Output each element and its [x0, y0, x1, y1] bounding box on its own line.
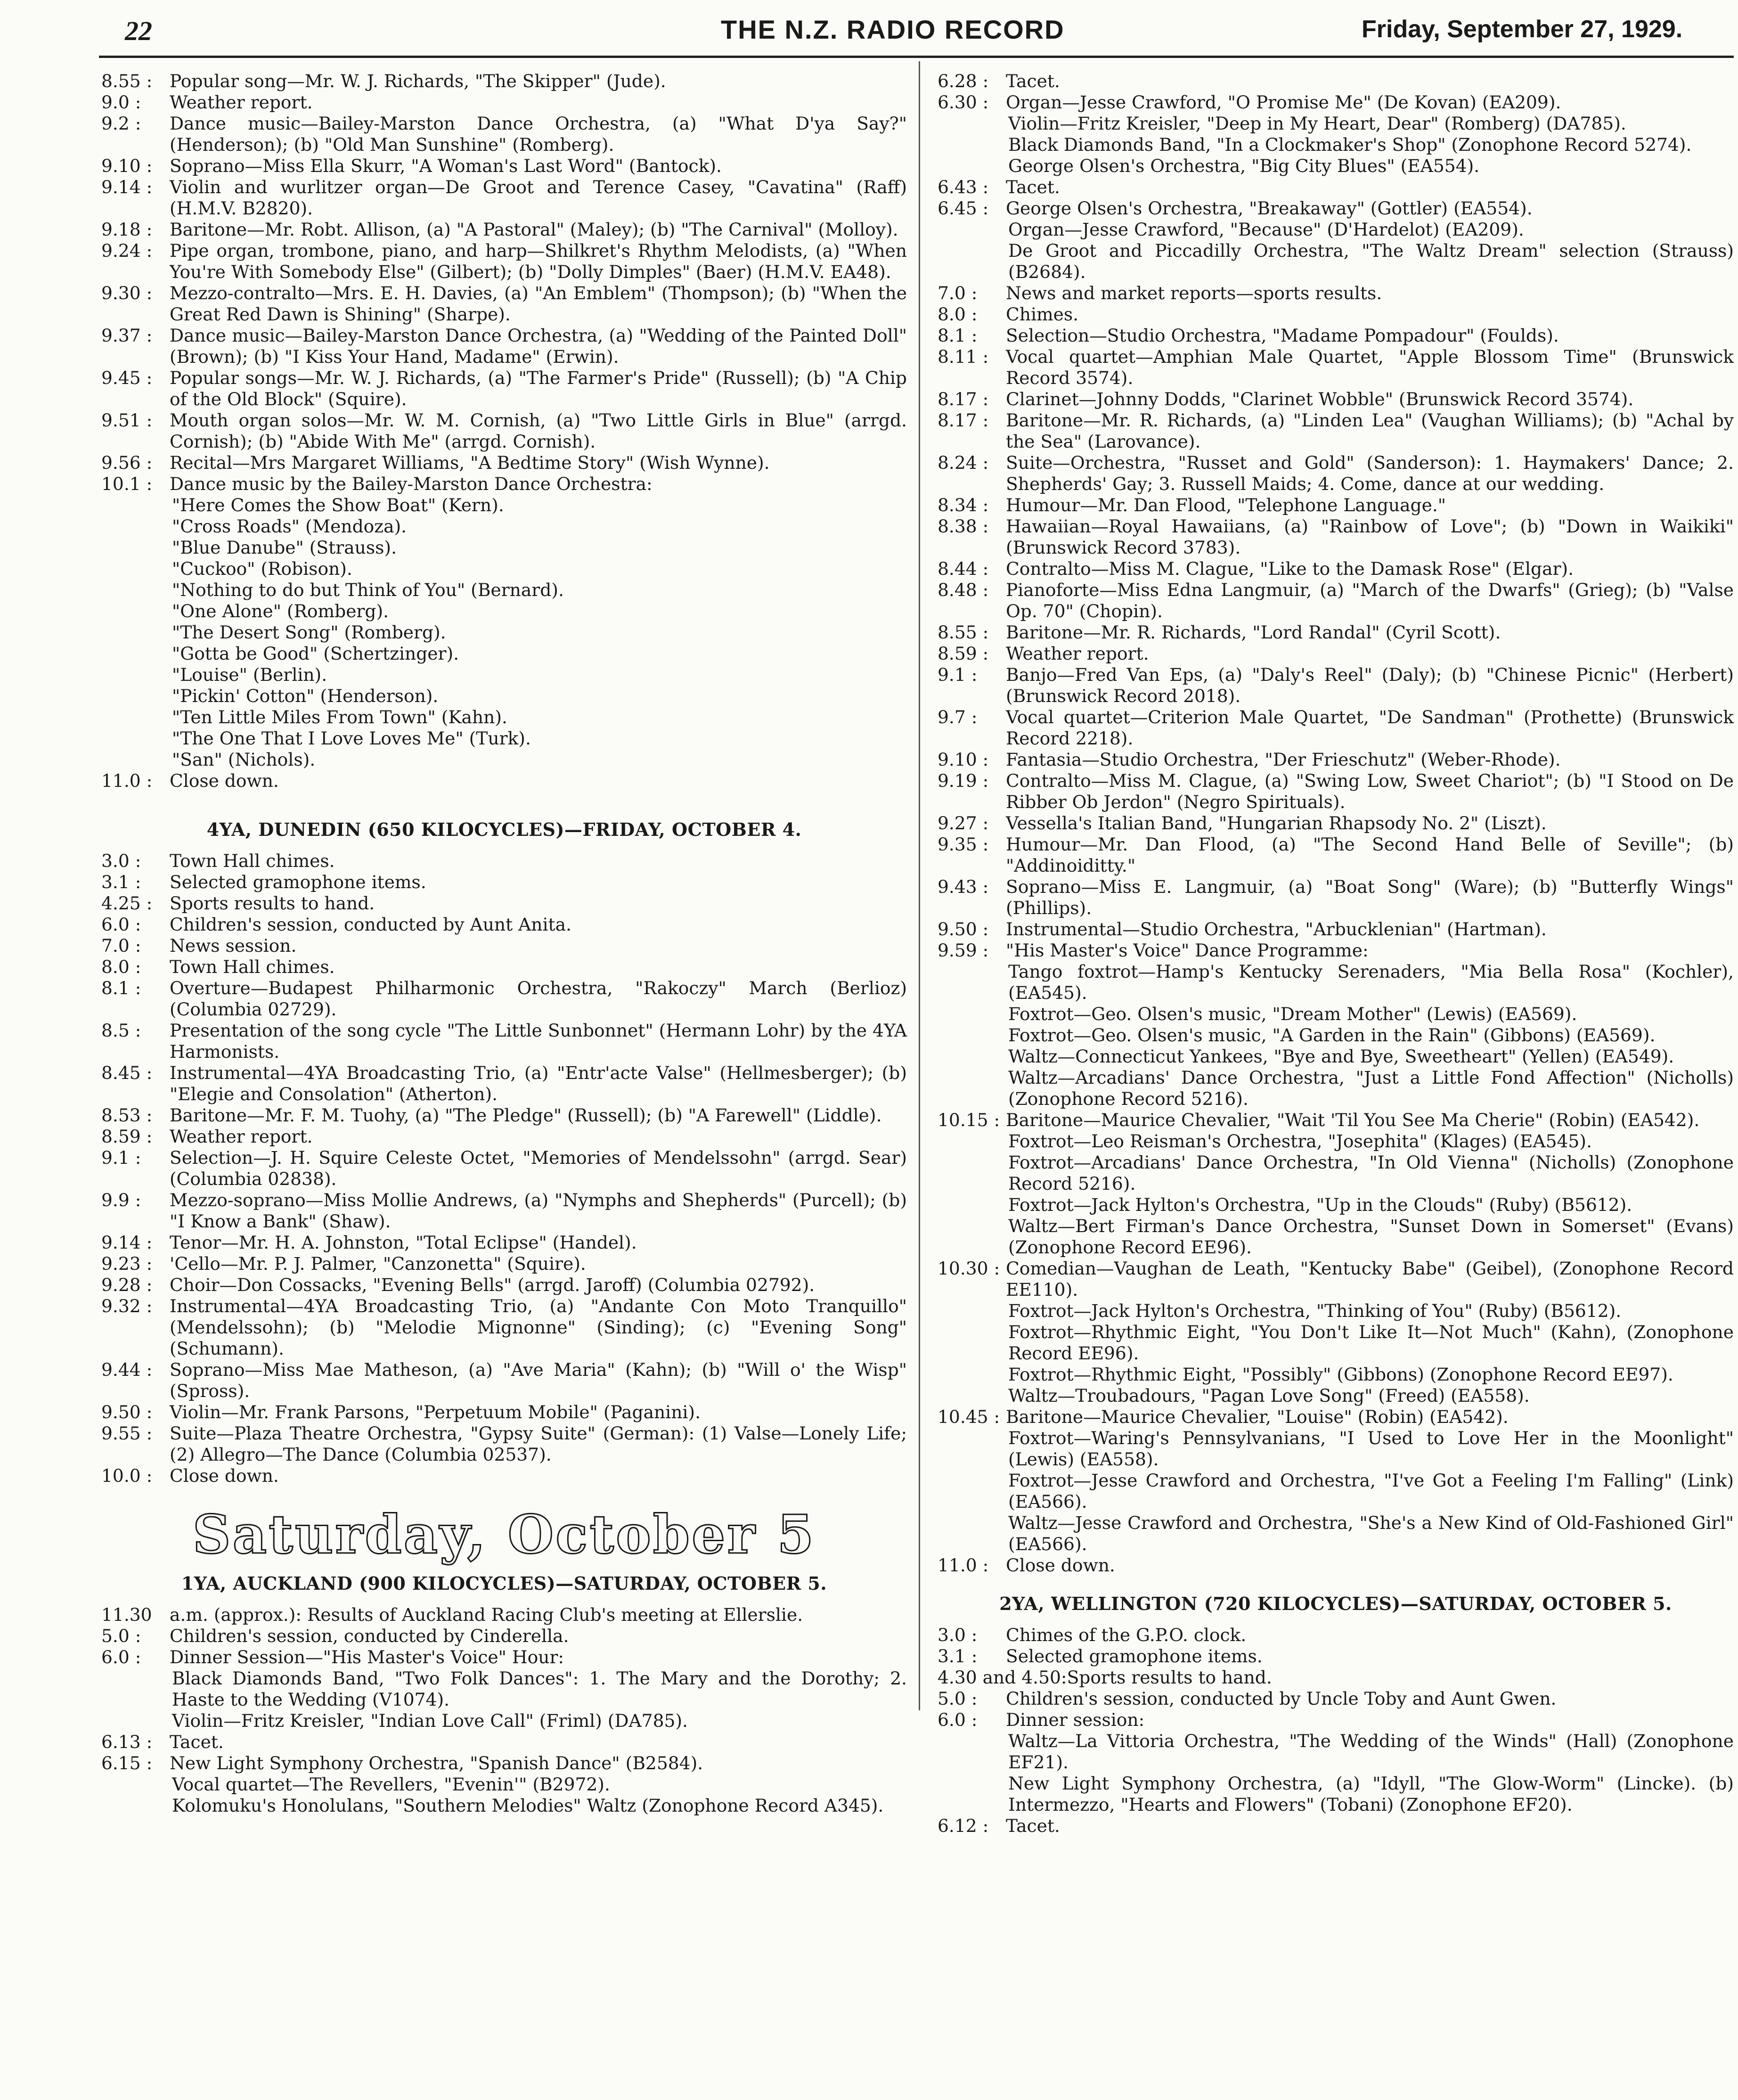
station-heading: 1YA, AUCKLAND (900 KILOCYCLES)—SATURDAY, OCTOBER 5. — [181, 1573, 827, 1594]
program-time: 9.23 : — [101, 1253, 153, 1274]
program-text: Violin—Mr. Frank Parsons, "Perpetuum Mobile" (Paganini). — [170, 1402, 701, 1422]
program-text: Close down. — [170, 1465, 279, 1486]
sublist-item: Waltz—La Vittoria Orchestra, "The Wedding of the Winds" (Hall) (Zonophone EF21). — [1008, 1731, 1734, 1773]
program-entry — [938, 92, 1734, 113]
program-entry — [101, 1359, 907, 1402]
program-text: Dinner Session—"His Master's Voice" Hour: — [170, 1647, 564, 1667]
program-text: Fantasia—Studio Orchestra, "Der Frieschutz" (Weber-Rhode). — [1006, 749, 1561, 770]
program-text: Baritone—Mr. F. M. Tuohy, (a) "The Pledge" (Russell); (b) "A Farewell" (Liddle). — [170, 1105, 882, 1126]
sublist-item: Foxtrot—Geo. Olsen's music, "Dream Mother" (Lewis) (EA569). — [1008, 1004, 1577, 1024]
program-entry — [101, 956, 907, 978]
program-entry — [101, 1626, 907, 1647]
issue-date: Friday, September 27, 1929. — [1362, 16, 1683, 43]
program-text: Instrumental—4YA Broadcasting Trio, (a) "Entr'acte Valse" (Hellmesberger); (b) "Elegie and Consolation" (Atherton). — [170, 1062, 907, 1104]
sublist-item: "Cross Roads" (Mendoza). — [172, 516, 407, 537]
program-time: 6.15 : — [101, 1753, 153, 1773]
program-entry — [938, 1258, 1734, 1300]
program-entry — [101, 893, 907, 914]
program-time: 9.1 : — [938, 664, 978, 685]
program-time: 8.45 : — [101, 1062, 153, 1083]
sublist-item: Foxtrot—Jack Hylton's Orchestra, "Up in the Clouds" (Ruby) (B5612). — [1008, 1194, 1632, 1215]
program-sublist — [101, 1668, 907, 1732]
program-entry — [101, 1465, 907, 1487]
sublist-item: Organ—Jesse Crawford, "Because" (D'Hardelot) (EA209). — [1008, 219, 1524, 240]
program-entry — [938, 749, 1734, 770]
program-entry — [101, 368, 907, 410]
program-text: Popular songs—Mr. W. J. Richards, (a) "The Farmer's Pride" (Russell); (b) "A Chip of the Old Block" (Squire). — [170, 368, 907, 409]
program-entry — [101, 850, 907, 872]
program-entry — [938, 410, 1734, 452]
program-entry — [101, 219, 907, 240]
program-text: Town Hall chimes. — [170, 850, 335, 871]
program-entry — [101, 1402, 907, 1423]
program-text: Baritone—Mr. R. Richards, (a) "Linden Lea" (Vaughan Williams); (b) "Achal by the Sea" (Larovance). — [1006, 410, 1734, 452]
page-header — [0, 0, 1738, 57]
program-text: George Olsen's Orchestra, "Breakaway" (Gottler) (EA554). — [1006, 198, 1533, 219]
sublist-item: Violin—Fritz Kreisler, "Deep in My Heart, Dear" (Romberg) (DA785). — [1008, 113, 1626, 134]
program-entry — [938, 707, 1734, 749]
sublist-item: Foxtrot—Rhythmic Eight, "Possibly" (Gibbons) (Zonophone Record EE97). — [1008, 1364, 1673, 1385]
program-time: 8.53 : — [101, 1105, 153, 1126]
program-text: Sports results to hand. — [170, 893, 375, 914]
program-entry — [938, 940, 1734, 961]
program-time: 3.1 : — [938, 1646, 978, 1667]
program-text: Children's session, conducted by Uncle Toby and Aunt Gwen. — [1006, 1688, 1557, 1709]
program-text: Popular song—Mr. W. J. Richards, "The Skipper" (Jude). — [170, 71, 666, 91]
program-text: Pianoforte—Miss Edna Langmuir, (a) "March of the Dwarfs" (Grieg); (b) "Valse Op. 70" (Chopin). — [1006, 580, 1734, 621]
program-entry — [101, 1062, 907, 1105]
program-entry — [101, 1604, 907, 1626]
program-entry — [101, 1647, 907, 1668]
program-text: Suite—Orchestra, "Russet and Gold" (Sanderson): 1. Haymakers' Dance; 2. Shepherds' Gay; 3. Russell Maids; 4. Come, dance at our wedding. — [1006, 452, 1734, 494]
program-time: 8.0 : — [938, 304, 978, 325]
program-time: 8.24 : — [938, 452, 989, 473]
program-time: 6.43 : — [938, 177, 989, 197]
sublist-item: "Gotta be Good" (Schertzinger). — [172, 643, 459, 664]
program-entry — [101, 325, 907, 368]
program-text: Tacet. — [1006, 1815, 1060, 1836]
program-time: 8.59 : — [938, 643, 989, 664]
program-time: 8.55 : — [938, 622, 989, 643]
program-text: "His Master's Voice" Dance Programme: — [1006, 940, 1369, 961]
program-time: 4.30 and 4.50: — [938, 1667, 1067, 1688]
program-time: 7.0 : — [938, 283, 978, 303]
program-entry — [938, 1555, 1734, 1576]
sublist-item: Foxtrot—Leo Reisman's Orchestra, "Josephita" (Klages) (EA545). — [1008, 1131, 1592, 1152]
program-entry — [938, 177, 1734, 198]
program-text: Dance music by the Bailey-Marston Dance Orchestra: — [170, 474, 653, 494]
program-entry — [101, 1190, 907, 1232]
sublist-item: Foxtrot—Rhythmic Eight, "You Don't Like It—Not Much" (Kahn), (Zonophone Record EE96). — [1008, 1322, 1734, 1364]
header-rule — [99, 56, 1734, 58]
program-text: Instrumental—Studio Orchestra, "Arbucklenian" (Hartman). — [1006, 919, 1547, 940]
program-text: Tacet. — [1006, 71, 1060, 91]
program-text: Baritone—Maurice Chevalier, "Louise" (Robin) (EA542). — [1006, 1406, 1509, 1427]
program-entry — [938, 389, 1734, 410]
program-entry — [938, 1667, 1734, 1688]
program-text: Dinner session: — [1006, 1709, 1145, 1730]
program-text: Close down. — [1006, 1555, 1115, 1576]
program-entry — [101, 1020, 907, 1062]
program-text: Close down. — [170, 770, 279, 791]
program-time: 9.28 : — [101, 1275, 153, 1295]
sublist-item: Waltz—Bert Firman's Dance Orchestra, "Sunset Down in Somerset" (Evans) (Zonophone Record EE96). — [1008, 1216, 1734, 1258]
program-text: Selected gramophone items. — [1006, 1646, 1263, 1667]
program-time: 9.10 : — [101, 155, 153, 176]
program-sublist — [938, 1731, 1734, 1815]
program-text: Mezzo-soprano—Miss Mollie Andrews, (a) "Nymphs and Shepherds" (Purcell); (b) "I Know a Bank" (Shaw). — [170, 1190, 907, 1232]
program-entry — [101, 872, 907, 893]
program-entry — [101, 770, 907, 792]
program-text: Weather report. — [1006, 643, 1149, 664]
program-entry — [101, 410, 907, 452]
program-entry — [938, 1646, 1734, 1667]
sublist-item: "Here Comes the Show Boat" (Kern). — [172, 495, 504, 515]
program-sublist — [938, 961, 1734, 1110]
program-text: Weather report. — [170, 1126, 313, 1147]
sublist-item: Violin—Fritz Kreisler, "Indian Love Call" (Friml) (DA785). — [172, 1710, 688, 1731]
program-time: 9.45 : — [101, 368, 153, 388]
program-text: Mezzo-contralto—Mrs. E. H. Davies, (a) "An Emblem" (Thompson); (b) "When the Great Red Dawn is Shining" (Sharpe). — [170, 283, 907, 325]
program-entry — [101, 1253, 907, 1275]
program-entry — [101, 240, 907, 283]
program-time: 9.14 : — [101, 177, 153, 197]
program-sublist — [101, 1774, 907, 1816]
program-text: Tacet. — [1006, 177, 1060, 197]
program-entry — [101, 1423, 907, 1465]
program-time: 6.0 : — [938, 1709, 978, 1730]
program-entry — [938, 622, 1734, 643]
column-divider — [919, 61, 920, 1710]
program-time: 10.0 : — [101, 1465, 153, 1486]
program-text: Humour—Mr. Dan Flood, (a) "The Second Hand Belle of Seville"; (b) "Addinoiditty." — [1006, 834, 1734, 876]
program-text: Clarinet—Johnny Dodds, "Clarinet Wobble" (Brunswick Record 3574). — [1006, 389, 1634, 409]
program-text: Presentation of the song cycle "The Little Sunbonnet" (Hermann Lohr) by the 4YA Harmonists. — [170, 1020, 907, 1062]
program-text: Pipe organ, trombone, piano, and harp—Shilkret's Rhythm Melodists, (a) "When You're With Somebody Else" (Gilbert); (b) "Dolly Dimples" (Baer) (H.M.V. EA48). — [170, 240, 907, 282]
program-entry — [938, 1709, 1734, 1731]
program-time: 8.38 : — [938, 516, 989, 537]
sublist-item: "Nothing to do but Think of You" (Bernard). — [172, 580, 564, 600]
program-entry — [938, 1406, 1734, 1428]
program-entry — [938, 304, 1734, 325]
program-entry — [938, 283, 1734, 304]
program-time: 9.59 : — [938, 940, 989, 961]
program-text: Humour—Mr. Dan Flood, "Telephone Language." — [1006, 495, 1446, 515]
program-sublist — [938, 219, 1734, 283]
sublist-item: De Groot and Piccadilly Orchestra, "The Waltz Dream" selection (Strauss) (B2684). — [1008, 240, 1734, 282]
program-entry — [938, 876, 1734, 919]
program-text: a.m. (approx.): Results of Auckland Racing Club's meeting at Ellerslie. — [170, 1604, 803, 1625]
program-time: 10.30 : — [938, 1258, 1000, 1279]
sublist-item: Foxtrot—Waring's Pennsylvanians, "I Used to Love Her in the Moonlight" (Lewis) (EA558). — [1008, 1428, 1734, 1470]
program-sublist — [938, 1428, 1734, 1555]
program-text: Contralto—Miss M. Clague, "Like to the Damask Rose" (Elgar). — [1006, 558, 1574, 579]
program-time: 9.0 : — [101, 92, 141, 113]
left-column — [101, 71, 907, 1816]
program-time: 9.7 : — [938, 707, 978, 727]
program-text: Banjo—Fred Van Eps, (a) "Daly's Reel" (Daly); (b) "Chinese Picnic" (Herbert) (Brunswick Record 2018). — [1006, 664, 1734, 706]
program-time: 6.30 : — [938, 92, 989, 113]
program-entry — [101, 452, 907, 474]
sublist-item: "Blue Danube" (Strauss). — [172, 537, 397, 558]
sublist-item: "Pickin' Cotton" (Henderson). — [172, 686, 439, 706]
program-entry — [938, 580, 1734, 622]
program-time: 9.24 : — [101, 240, 153, 261]
program-time: 5.0 : — [101, 1626, 141, 1646]
program-text: Violin and wurlitzer organ—De Groot and Terence Casey, "Cavatina" (Raff) (H.M.V. B2820). — [170, 177, 907, 219]
program-entry — [101, 155, 907, 177]
program-time: 10.1 : — [101, 474, 153, 494]
program-time: 9.9 : — [101, 1190, 141, 1210]
program-entry — [938, 664, 1734, 707]
program-sublist — [938, 1131, 1734, 1258]
sublist-item: Waltz—Arcadians' Dance Orchestra, "Just a Little Fond Affection" (Nicholls) (Zonophone Record 5216). — [1008, 1067, 1734, 1109]
program-time: 11.0 : — [101, 770, 153, 791]
program-entry — [938, 770, 1734, 813]
program-text: Comedian—Vaughan de Leath, "Kentucky Babe" (Geibel), (Zonophone Record EE110). — [1006, 1258, 1734, 1300]
program-entry — [101, 978, 907, 1020]
program-text: Soprano—Miss Mae Matheson, (a) "Ave Maria" (Kahn); (b) "Will o' the Wisp" (Spross). — [170, 1359, 907, 1401]
program-entry — [938, 198, 1734, 219]
program-time: 9.1 : — [101, 1147, 141, 1168]
program-text: Children's session, conducted by Cinderella. — [170, 1626, 569, 1646]
program-text: News and market reports—sports results. — [1006, 283, 1382, 303]
program-text: Mouth organ solos—Mr. W. M. Cornish, (a) "Two Little Girls in Blue" (arrgd. Cornish); (b) "Abide With Me" (arrgd. Cornish). — [170, 410, 907, 452]
program-entry — [101, 474, 907, 495]
program-time: 10.15 : — [938, 1110, 1000, 1130]
program-entry — [101, 113, 907, 155]
program-text: Sports results to hand. — [1067, 1667, 1272, 1688]
program-time: 9.2 : — [101, 113, 141, 134]
program-entry — [938, 834, 1734, 876]
program-sublist — [938, 113, 1734, 177]
program-time: 8.48 : — [938, 580, 989, 600]
program-time: 6.0 : — [101, 914, 141, 935]
program-text: Children's session, conducted by Aunt Anita. — [170, 914, 571, 935]
publication-title: THE N.Z. RADIO RECORD — [721, 15, 1065, 44]
program-entry — [101, 71, 907, 92]
program-entry — [101, 283, 907, 325]
program-time: 8.17 : — [938, 389, 989, 409]
program-entry — [101, 1275, 907, 1296]
program-time: 10.45 : — [938, 1406, 1000, 1427]
program-text: Tenor—Mr. H. A. Johnston, "Total Eclipse" (Handel). — [170, 1232, 637, 1253]
program-time: 8.1 : — [938, 325, 978, 346]
sublist-item: "The One That I Love Loves Me" (Turk). — [172, 728, 531, 749]
program-time: 3.0 : — [101, 850, 141, 871]
program-time: 11.30 — [101, 1604, 152, 1625]
program-entry — [938, 1110, 1734, 1131]
program-entry — [938, 558, 1734, 580]
program-text: Instrumental—4YA Broadcasting Trio, (a) "Andante Con Moto Tranquillo" (Mendelssohn); (b) "Melodie Mignonne" (Sinding); (c) "Evening Song" (Schumann). — [170, 1296, 907, 1359]
program-text: Soprano—Miss E. Langmuir, (a) "Boat Song" (Ware); (b) "Butterfly Wings" (Phillips). — [1006, 876, 1734, 918]
program-text: 'Cello—Mr. P. J. Palmer, "Canzonetta" (Squire). — [170, 1253, 586, 1274]
program-time: 6.13 : — [101, 1732, 153, 1752]
program-entry — [938, 1815, 1734, 1837]
program-entry — [938, 813, 1734, 834]
program-text: Vocal quartet—Amphian Male Quartet, "Apple Blossom Time" (Brunswick Record 3574). — [1006, 346, 1734, 388]
right-column — [938, 71, 1734, 1837]
program-entry — [101, 935, 907, 956]
program-entry — [101, 1753, 907, 1774]
sublist-item: Waltz—Troubadours, "Pagan Love Song" (Freed) (EA558). — [1008, 1385, 1530, 1406]
page-number: 22 — [125, 16, 152, 46]
program-text: Overture—Budapest Philharmonic Orchestra, "Rakoczy" March (Berlioz) (Columbia 02729). — [170, 978, 907, 1020]
program-entry — [938, 516, 1734, 558]
sublist-item: "Ten Little Miles From Town" (Kahn). — [172, 707, 507, 727]
program-entry — [101, 92, 907, 113]
sublist-item: Tango foxtrot—Hamp's Kentucky Serenaders, "Mia Bella Rosa" (Kochler), (EA545). — [1008, 961, 1734, 1003]
sublist-item: Black Diamonds Band, "Two Folk Dances": 1. The Mary and the Dorothy; 2. Haste to the Wedding (V1074). — [172, 1668, 907, 1710]
program-text: Suite—Plaza Theatre Orchestra, "Gypsy Suite" (German): (1) Valse—Lonely Life; (2) Allegro—The Dance (Columbia 02537). — [170, 1423, 907, 1465]
program-text: News session. — [170, 935, 297, 956]
program-time: 3.1 : — [101, 872, 141, 892]
program-text: Contralto—Miss M. Clague, (a) "Swing Low, Sweet Chariot"; (b) "I Stood on De Ribber Ob Jerdon" (Negro Spirituals). — [1006, 770, 1734, 812]
program-text: Recital—Mrs Margaret Williams, "A Bedtime Story" (Wish Wynne). — [170, 452, 770, 473]
program-text: Dance music—Bailey-Marston Dance Orchestra, (a) "Wedding of the Painted Doll" (Brown); (b) "I Kiss Your Hand, Madame" (Erwin). — [170, 325, 907, 367]
program-text: Selection—Studio Orchestra, "Madame Pompadour" (Foulds). — [1006, 325, 1559, 346]
program-text: Choir—Don Cossacks, "Evening Bells" (arrgd. Jaroff) (Columbia 02792). — [170, 1275, 815, 1295]
program-time: 9.37 : — [101, 325, 153, 346]
program-time: 9.56 : — [101, 452, 153, 473]
program-time: 9.55 : — [101, 1423, 153, 1444]
sublist-item: Foxtrot—Arcadians' Dance Orchestra, "In Old Vienna" (Nicholls) (Zonophone Record 5216). — [1008, 1152, 1734, 1194]
day-heading: Saturday, October 5 — [192, 1504, 816, 1566]
sublist-item: Waltz—Jesse Crawford and Orchestra, "She's a New Kind of Old-Fashioned Girl" (EA566). — [1008, 1512, 1734, 1554]
program-text: Vocal quartet—Criterion Male Quartet, "De Sandman" (Prothette) (Brunswick Record 2218). — [1006, 707, 1734, 749]
sublist-item: "San" (Nichols). — [172, 749, 316, 770]
sublist-item: "The Desert Song" (Romberg). — [172, 622, 446, 643]
program-sublist — [101, 495, 907, 770]
program-time: 8.55 : — [101, 71, 153, 91]
program-text: Organ—Jesse Crawford, "O Promise Me" (De Kovan) (EA209). — [1006, 92, 1561, 113]
program-time: 9.30 : — [101, 283, 153, 303]
program-entry — [938, 919, 1734, 940]
program-entry — [101, 177, 907, 219]
program-time: 9.50 : — [938, 919, 989, 940]
program-text: Baritone—Mr. Robt. Allison, (a) "A Pastoral" (Maley); (b) "The Carnival" (Molloy). — [170, 219, 898, 240]
program-text: Selected gramophone items. — [170, 872, 426, 892]
program-text: Baritone—Mr. R. Richards, "Lord Randal" (Cyril Scott). — [1006, 622, 1501, 643]
program-time: 6.0 : — [101, 1647, 141, 1667]
sublist-item: Foxtrot—Jack Hylton's Orchestra, "Thinking of You" (Ruby) (B5612). — [1008, 1300, 1622, 1321]
program-time: 8.11 : — [938, 346, 989, 367]
program-time: 8.0 : — [101, 956, 141, 977]
station-heading: 4YA, DUNEDIN (650 KILOCYCLES)—FRIDAY, OCTOBER 4. — [206, 819, 802, 840]
program-time: 3.0 : — [938, 1625, 978, 1645]
program-time: 8.34 : — [938, 495, 989, 515]
program-time: 9.44 : — [101, 1359, 153, 1380]
program-text: New Light Symphony Orchestra, "Spanish Dance" (B2584). — [170, 1753, 703, 1773]
program-entry — [101, 1147, 907, 1190]
program-time: 9.14 : — [101, 1232, 153, 1253]
program-time: 8.59 : — [101, 1126, 153, 1147]
program-entry — [101, 914, 907, 935]
program-time: 9.32 : — [101, 1296, 153, 1316]
program-entry — [101, 1232, 907, 1253]
program-entry — [938, 325, 1734, 346]
program-time: 6.28 : — [938, 71, 989, 91]
program-entry — [938, 1688, 1734, 1709]
program-entry — [101, 1126, 907, 1147]
program-entry — [101, 1296, 907, 1359]
program-time: 8.44 : — [938, 558, 989, 579]
sublist-item: George Olsen's Orchestra, "Big City Blues" (EA554). — [1008, 155, 1480, 176]
program-time: 8.5 : — [101, 1020, 141, 1041]
program-time: 11.0 : — [938, 1555, 989, 1576]
program-text: Selection—J. H. Squire Celeste Octet, "Memories of Mendelssohn" (arrgd. Sear) (Columbia 02838). — [170, 1147, 907, 1189]
program-text: Town Hall chimes. — [170, 956, 335, 977]
program-time: 6.12 : — [938, 1815, 989, 1836]
program-entry — [101, 1105, 907, 1126]
station-heading: 2YA, WELLINGTON (720 KILOCYCLES)—SATURDAY, OCTOBER 5. — [999, 1593, 1672, 1614]
program-entry — [938, 495, 1734, 516]
sublist-item: "Cuckoo" (Robison). — [172, 558, 352, 579]
program-entry — [938, 346, 1734, 389]
program-entry — [101, 1732, 907, 1753]
program-sublist — [938, 1300, 1734, 1406]
program-entry — [938, 71, 1734, 92]
program-time: 4.25 : — [101, 893, 153, 914]
program-entry — [938, 1625, 1734, 1646]
program-time: 8.1 : — [101, 978, 141, 998]
program-text: Dance music—Bailey-Marston Dance Orchestra, (a) "What D'ya Say?" (Henderson); (b) "Old Man Sunshine" (Romberg). — [170, 113, 907, 155]
program-time: 7.0 : — [101, 935, 141, 956]
program-time: 9.35 : — [938, 834, 989, 855]
program-entry — [938, 643, 1734, 664]
sublist-item: New Light Symphony Orchestra, (a) "Idyll, "The Glow-Worm" (Lincke). (b) Intermezzo, "Hearts and Flowers" (Tobani) (Zonophone EF20). — [1008, 1773, 1734, 1815]
sublist-item: "Louise" (Berlin). — [172, 664, 327, 685]
program-time: 9.43 : — [938, 876, 989, 897]
program-entry — [938, 452, 1734, 495]
program-time: 9.10 : — [938, 749, 989, 770]
program-text: Weather report. — [170, 92, 313, 113]
program-text: Tacet. — [170, 1732, 224, 1752]
program-time: 6.45 : — [938, 198, 989, 219]
program-text: Soprano—Miss Ella Skurr, "A Woman's Last Word" (Bantock). — [170, 155, 722, 176]
program-text: Vessella's Italian Band, "Hungarian Rhapsody No. 2" (Liszt). — [1006, 813, 1547, 833]
program-time: 9.27 : — [938, 813, 989, 833]
program-text: Baritone—Maurice Chevalier, "Wait 'Til You See Ma Cherie" (Robin) (EA542). — [1006, 1110, 1700, 1130]
sublist-item: Waltz—Connecticut Yankees, "Bye and Bye, Sweetheart" (Yellen) (EA549). — [1008, 1046, 1674, 1067]
program-text: Chimes. — [1006, 304, 1079, 325]
program-time: 9.50 : — [101, 1402, 153, 1422]
program-time: 8.17 : — [938, 410, 989, 431]
program-time: 5.0 : — [938, 1688, 978, 1709]
program-text: Chimes of the G.P.O. clock. — [1006, 1625, 1247, 1645]
sublist-item: Kolomuku's Honolulans, "Southern Melodies" Waltz (Zonophone Record A345). — [172, 1795, 884, 1816]
sublist-item: Black Diamonds Band, "In a Clockmaker's Shop" (Zonophone Record 5274). — [1008, 134, 1692, 155]
sublist-item: Foxtrot—Geo. Olsen's music, "A Garden in the Rain" (Gibbons) (EA569). — [1008, 1025, 1656, 1046]
program-time: 9.51 : — [101, 410, 153, 431]
program-time: 9.19 : — [938, 770, 989, 791]
program-text: Hawaiian—Royal Hawaiians, (a) "Rainbow of Love"; (b) "Down in Waikiki" (Brunswick Record 3783). — [1006, 516, 1734, 558]
program-time: 9.18 : — [101, 219, 153, 240]
sublist-item: Foxtrot—Jesse Crawford and Orchestra, "I've Got a Feeling I'm Falling" (Link) (EA566). — [1008, 1470, 1734, 1512]
sublist-item: "One Alone" (Romberg). — [172, 601, 389, 621]
sublist-item: Vocal quartet—The Revellers, "Evenin'" (B2972). — [172, 1774, 610, 1795]
